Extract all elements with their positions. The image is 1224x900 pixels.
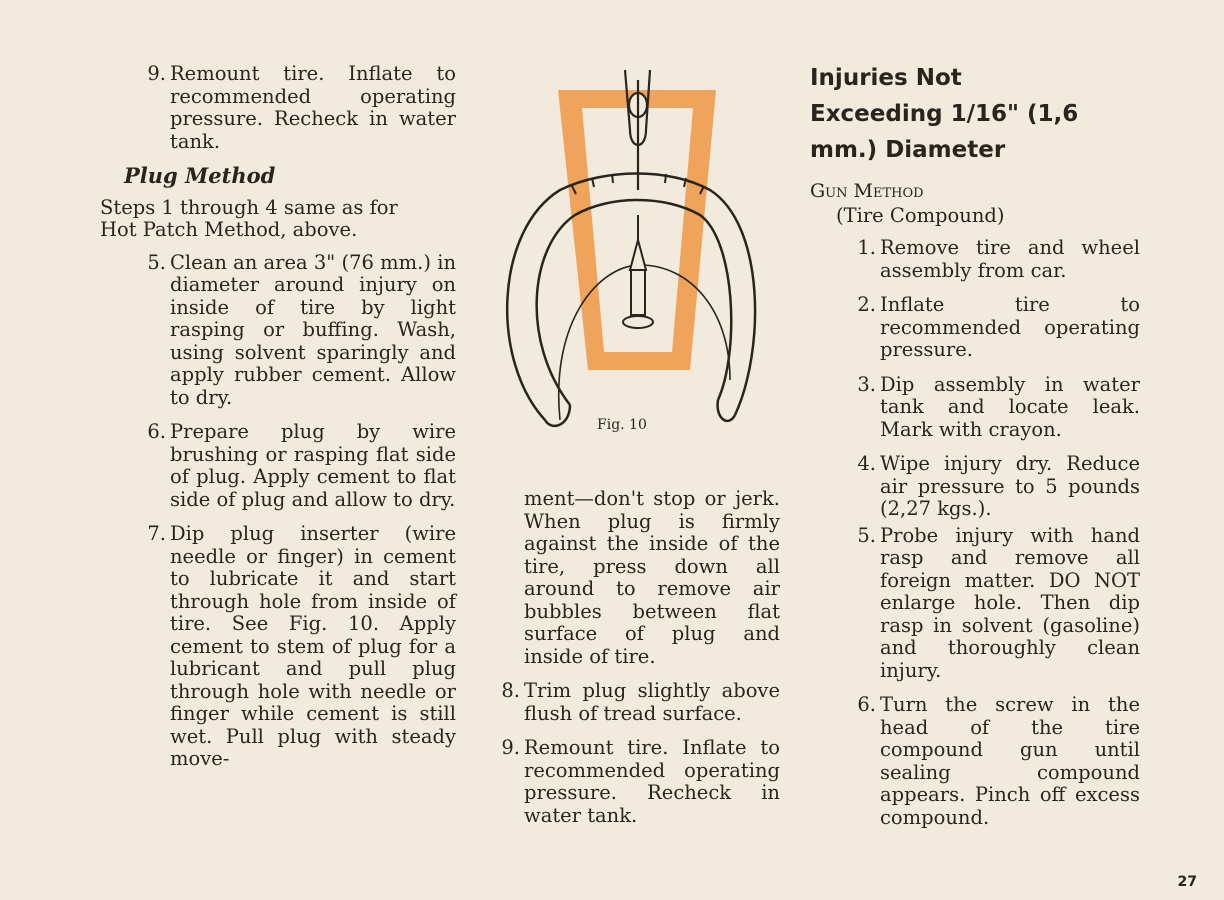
plug-icon (623, 215, 653, 328)
left-item-9-number: 9. (147, 62, 166, 85)
left-item-7-number: 7. (147, 522, 166, 545)
tire-compound-subheading: (Tire Compound) (836, 203, 1005, 227)
left-item-9-text: Remount tire. Inflate to recommended operating pressure. Recheck in water tank. (170, 62, 456, 153)
steps-intro: Steps 1 through 4 same as for Hot Patch Method, above. (100, 195, 398, 241)
needle-hand-icon (625, 70, 650, 190)
tire-bead-right (718, 400, 735, 421)
plug-method-heading: Plug Method (124, 163, 276, 188)
figure-caption: Fig. 10 (597, 417, 647, 433)
left-item-7-text: Dip plug inserter (wire needle or finger) in cement to lubricate it and start through hole from inside of tire. See Fig. 10. Apply cement to stem of plug for a lubricant and pull plug through hole with needle or finger while cement is still wet. Pull plug with steady move- (170, 522, 456, 770)
tire-bead-left (545, 405, 570, 426)
right-item-2-number: 2. (857, 293, 876, 316)
plug-insertion-figure (490, 60, 760, 430)
left-item-6-text: Prepare plug by wire brushing or rasping flat side of plug. Apply cement to flat side of plug and allow to dry. (170, 420, 456, 511)
middle-column (494, 488, 780, 839)
right-item-1-text: Remove tire and wheel assembly from car. (880, 236, 1140, 282)
left-item-5 (140, 252, 456, 410)
right-item-2-text: Inflate tire to recommended operating pressure. (880, 293, 1140, 361)
left-item-6-number: 6. (147, 420, 166, 443)
right-item-4-text: Wipe injury dry. Reduce air pressure to 5 pounds (2,27 kgs.). (880, 452, 1140, 520)
right-column (810, 60, 1140, 841)
gun-method-label: Gun Method (810, 180, 924, 202)
right-item-3 (850, 374, 1140, 442)
right-item-4-number: 4. (857, 452, 876, 475)
right-item-3-number: 3. (857, 372, 876, 396)
left-item-5-text: Clean an area 3" (76 mm.) in diameter around injury on inside of tire by light rasping or buffing. Wash, using solvent sparingly and apply rubber cement. Allow to dry. (170, 250, 456, 409)
middle-item-9 (494, 737, 780, 827)
right-item-2 (850, 294, 1140, 362)
left-item-6 (140, 421, 456, 511)
middle-item-9-number: 9. (501, 736, 520, 759)
right-item-1-number: 1. (857, 236, 876, 259)
left-item-9 (140, 63, 456, 153)
left-item-5-number: 5. (147, 250, 166, 274)
right-item-3-text: Dip assembly in water tank and locate leak. Mark with crayon. (880, 372, 1140, 441)
middle-item-8 (494, 680, 780, 725)
right-item-6 (850, 694, 1140, 829)
page-number: 27 (1177, 874, 1197, 890)
right-item-6-number: 6. (857, 693, 876, 716)
middle-item-9-text: Remount tire. Inflate to recommended operating pressure. Recheck in water tank. (524, 736, 780, 827)
middle-item-8-number: 8. (501, 679, 520, 702)
section-heading: Injuries Not Exceeding 1/16" (1,6 mm.) Diameter (810, 65, 1079, 163)
right-item-4 (850, 453, 1140, 521)
right-item-6-text: Turn the screw in the head of the tire compound gun until sealing compound appears. Pinch off excess compound. (880, 693, 1140, 829)
right-item-5 (850, 525, 1140, 683)
right-item-5-text: Probe injury with hand rasp and remove all foreign matter. DO NOT enlarge hole. Then dip rasp in solvent (gasoline) and thoroughly clean injury. (880, 523, 1140, 682)
continued-text: ment—don't stop or jerk. When plug is firmly against the inside of the tire, press down all around to remove air bubbles between flat surface of plug and inside of tire. (524, 487, 780, 668)
left-column (100, 62, 456, 783)
right-items-list (850, 237, 1140, 829)
left-item-7 (140, 523, 456, 771)
middle-item-8-text: Trim plug slightly above flush of tread surface. (524, 679, 780, 725)
right-item-5-number: 5. (857, 523, 876, 547)
right-item-1 (850, 237, 1140, 282)
